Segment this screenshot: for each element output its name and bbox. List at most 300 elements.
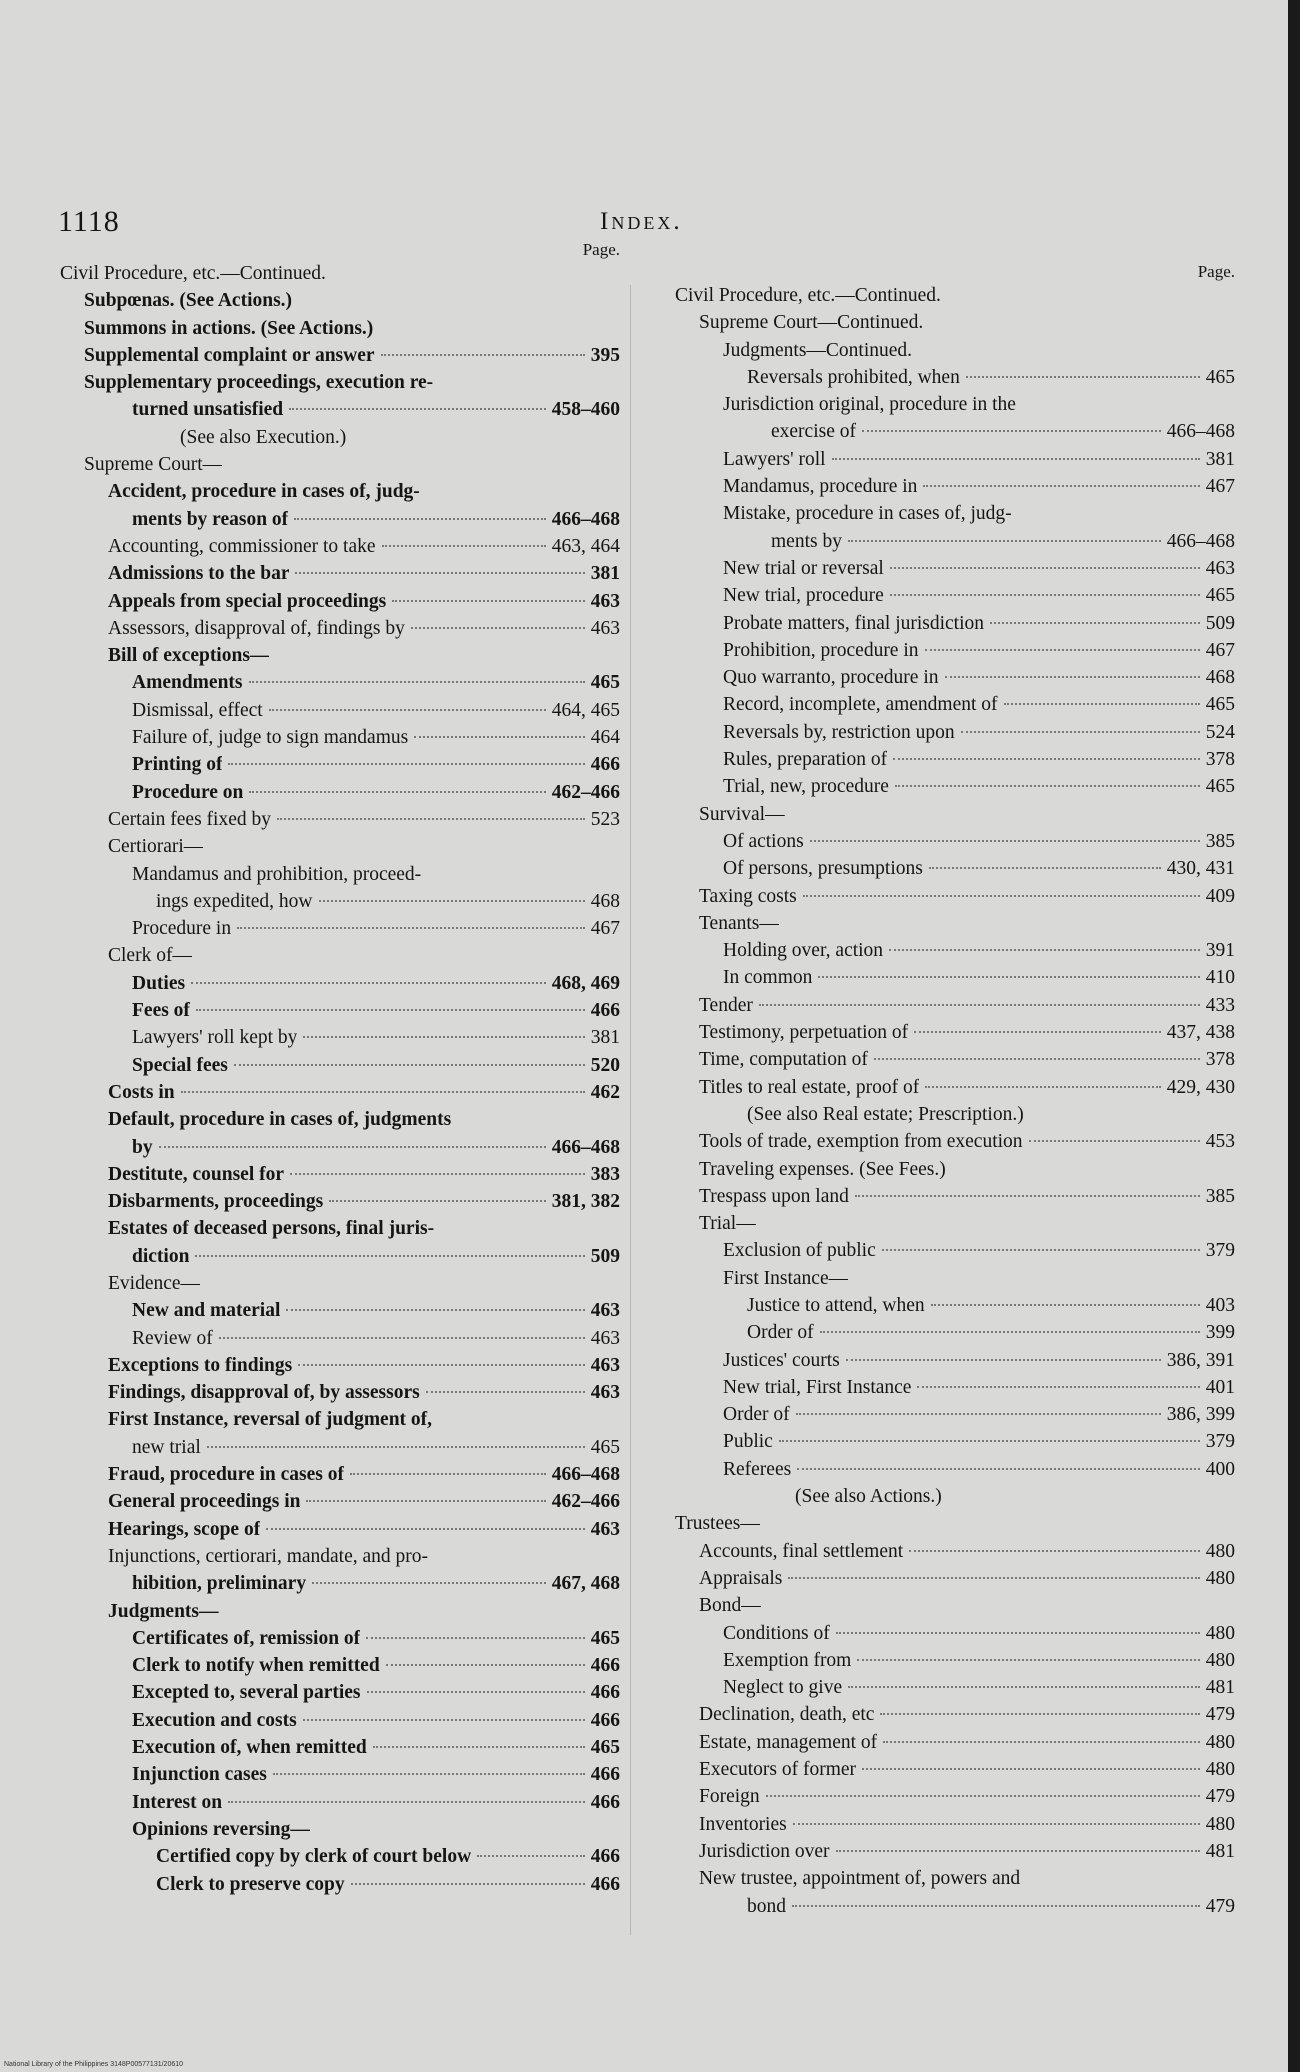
dot-leader — [191, 982, 546, 984]
dot-leader — [925, 649, 1200, 651]
entry-text: (See also Actions.) — [795, 1486, 942, 1508]
entry-text: Amendments — [132, 672, 243, 694]
entry-text: Clerk of— — [108, 945, 192, 967]
entry-text: New trial, procedure — [723, 585, 884, 607]
dot-leader — [228, 1801, 585, 1803]
entry-text: bond — [747, 1895, 786, 1917]
dot-leader — [914, 1031, 1161, 1033]
dot-leader — [792, 1905, 1200, 1907]
index-entry — [60, 1789, 620, 1816]
entry-page-ref: 463 — [590, 590, 620, 612]
dot-leader — [923, 485, 1199, 487]
entry-page-ref: 466 — [590, 1791, 620, 1813]
index-entry — [60, 1379, 620, 1406]
entry-page-ref: 465 — [1205, 585, 1235, 607]
index-entry — [60, 970, 620, 997]
entry-text: Procedure in — [132, 918, 232, 940]
entry-page-ref: 480 — [1205, 1649, 1235, 1671]
dot-leader — [228, 763, 584, 765]
entry-page-ref: 480 — [1205, 1622, 1235, 1644]
index-entry — [675, 691, 1235, 718]
index-entry — [675, 1592, 1235, 1619]
page-number: 1118 — [58, 205, 120, 238]
entry-text: Survival— — [699, 803, 785, 825]
index-entry — [60, 669, 620, 696]
entry-text: (See also Execution.) — [180, 426, 347, 448]
entry-text: ments by reason of — [132, 508, 289, 530]
entry-text: Exclusion of public — [723, 1240, 876, 1262]
dot-leader — [411, 627, 585, 629]
entry-page-ref: 399 — [1205, 1322, 1235, 1344]
entry-text: Execution and costs — [132, 1709, 297, 1731]
dot-leader — [990, 622, 1200, 624]
entry-text: Of persons, presumptions — [723, 858, 923, 880]
entry-text: Bill of exceptions— — [108, 645, 270, 667]
index-entry — [60, 588, 620, 615]
index-entry — [60, 1188, 620, 1215]
entry-text: Supreme Court—Continued. — [699, 312, 924, 334]
entry-text: (See also Real estate; Prescription.) — [747, 1103, 1024, 1125]
dot-leader — [295, 572, 584, 574]
entry-page-ref: 381 — [590, 1027, 620, 1049]
dot-leader — [286, 1309, 584, 1311]
library-stamp: National Library of the Philippines 3148P00577131/20610 — [4, 2061, 184, 2068]
entry-text: turned unsatisfied — [132, 399, 284, 421]
index-entry — [60, 833, 620, 860]
dot-leader — [181, 1091, 585, 1093]
entry-text: Foreign — [699, 1786, 760, 1808]
index-entry — [675, 1674, 1235, 1701]
entry-page-ref: 381 — [590, 563, 620, 585]
entry-text: Prohibition, procedure in — [723, 639, 919, 661]
entry-page-ref: 385 — [1205, 830, 1235, 852]
entry-page-ref: 403 — [1205, 1294, 1235, 1316]
entry-page-ref: 466–468 — [1166, 421, 1235, 443]
entry-page-ref: 378 — [1205, 749, 1235, 771]
entry-text: Dismissal, effect — [132, 699, 263, 721]
index-entry — [675, 418, 1235, 445]
entry-text: Order of — [747, 1322, 814, 1344]
index-entry — [675, 1156, 1235, 1183]
dot-leader — [219, 1337, 585, 1339]
entry-text: Accounts, final settlement — [699, 1540, 904, 1562]
index-entry — [60, 1052, 620, 1079]
entry-page-ref: 481 — [1205, 1677, 1235, 1699]
entry-page-ref: 467 — [1205, 639, 1235, 661]
page-column-label: Page. — [1197, 262, 1235, 281]
entry-page-ref: 524 — [1205, 721, 1235, 743]
index-entry — [675, 1019, 1235, 1046]
entry-page-ref: 379 — [1205, 1431, 1235, 1453]
dot-leader — [477, 1855, 585, 1857]
entry-page-ref: 466–468 — [551, 1464, 620, 1486]
entry-text: Injunction cases — [132, 1764, 267, 1786]
index-entry — [675, 1237, 1235, 1264]
entry-page-ref: 465 — [590, 1627, 620, 1649]
entry-page-ref: 463 — [590, 1518, 620, 1540]
entry-page-ref: 466 — [590, 1709, 620, 1731]
entry-text: Estates of deceased persons, final juris- — [108, 1218, 435, 1240]
entry-text: Exceptions to findings — [108, 1354, 293, 1376]
entry-text: Jurisdiction over — [699, 1840, 830, 1862]
entry-text: Rules, preparation of — [723, 749, 888, 771]
entry-text: Taxing costs — [699, 885, 797, 907]
index-entry — [60, 342, 620, 369]
index-entry — [675, 773, 1235, 800]
index-entry — [60, 478, 620, 505]
entry-text: Hearings, scope of — [108, 1518, 261, 1540]
index-entry — [60, 1761, 620, 1788]
dot-leader — [788, 1577, 1199, 1579]
dot-leader — [890, 594, 1200, 596]
entry-page-ref: 465 — [1205, 694, 1235, 716]
entry-text: Special fees — [132, 1054, 228, 1076]
dot-leader — [966, 376, 1200, 378]
index-entry — [675, 1374, 1235, 1401]
entry-page-ref: 464, 465 — [551, 699, 620, 721]
dot-leader — [848, 540, 1161, 542]
dot-leader — [848, 1686, 1200, 1688]
entry-text: New trial or reversal — [723, 557, 884, 579]
entry-text: ments by — [771, 530, 842, 552]
entry-page-ref: 463 — [590, 617, 620, 639]
entry-text: Accounting, commissioner to take — [108, 535, 376, 557]
index-entry — [60, 1570, 620, 1597]
index-entry — [675, 1128, 1235, 1155]
entry-text: Accident, procedure in cases of, judg- — [108, 481, 420, 503]
entry-text: Justices' courts — [723, 1349, 840, 1371]
entry-text: General proceedings in — [108, 1491, 301, 1513]
index-entry — [60, 287, 620, 314]
index-entry — [675, 364, 1235, 391]
entry-text: Procedure on — [132, 781, 244, 803]
entry-text: Judgments— — [108, 1600, 219, 1622]
entry-text: Opinions reversing— — [132, 1818, 310, 1840]
entry-text: Certified copy by clerk of court below — [156, 1846, 472, 1868]
entry-text: Costs in — [108, 1081, 175, 1103]
index-entry — [60, 1598, 620, 1625]
entry-page-ref: 463 — [590, 1327, 620, 1349]
index-entry — [60, 1297, 620, 1324]
entry-text: Supplementary proceedings, execution re- — [84, 372, 434, 394]
index-entry — [675, 282, 1235, 309]
entry-page-ref: 429, 430 — [1166, 1076, 1235, 1098]
entry-page-ref: 463 — [590, 1382, 620, 1404]
entry-page-ref: 458–460 — [551, 399, 620, 421]
entry-page-ref: 468, 469 — [551, 972, 620, 994]
dot-leader — [889, 949, 1200, 951]
index-entry — [675, 1865, 1235, 1892]
entry-text: Conditions of — [723, 1622, 830, 1644]
dot-leader — [793, 1823, 1200, 1825]
entry-text: Reversals prohibited, when — [747, 366, 960, 388]
index-entry — [60, 1243, 620, 1270]
dot-leader — [796, 1413, 1161, 1415]
entry-page-ref: 466 — [590, 1000, 620, 1022]
index-entry — [60, 1516, 620, 1543]
entry-page-ref: 468 — [590, 890, 620, 912]
entry-page-ref: 509 — [1205, 612, 1235, 634]
dot-leader — [929, 867, 1161, 869]
dot-leader — [290, 1173, 585, 1175]
entry-text: Tenants— — [699, 912, 779, 934]
index-entry — [60, 315, 620, 342]
entry-page-ref: 410 — [1205, 967, 1235, 989]
page-column-label: Page. — [582, 240, 620, 259]
dot-leader — [846, 1359, 1161, 1361]
entry-page-ref: 466 — [590, 754, 620, 776]
dot-leader — [351, 1883, 585, 1885]
dot-leader — [207, 1446, 585, 1448]
index-entry — [60, 942, 620, 969]
entry-text: Jurisdiction original, procedure in the — [723, 394, 1016, 416]
entry-text: Excepted to, several parties — [132, 1682, 361, 1704]
dot-leader — [917, 1386, 1199, 1388]
index-entry — [60, 369, 620, 396]
index-entry — [60, 506, 620, 533]
entry-text: Civil Procedure, etc.—Continued. — [60, 263, 326, 284]
entry-text: Executors of former — [699, 1759, 857, 1781]
index-entry — [675, 1838, 1235, 1865]
entry-page-ref: 400 — [1205, 1458, 1235, 1480]
index-entry — [675, 1319, 1235, 1346]
entry-page-ref: 467, 468 — [551, 1573, 620, 1595]
entry-text: First Instance— — [723, 1267, 849, 1289]
dot-leader — [895, 785, 1200, 787]
index-entry — [675, 528, 1235, 555]
entry-text: Appraisals — [699, 1567, 783, 1589]
entry-text: Destitute, counsel for — [108, 1163, 285, 1185]
index-entry — [675, 746, 1235, 773]
entry-page-ref: 383 — [590, 1163, 620, 1185]
index-entry — [675, 992, 1235, 1019]
entry-text: Judgments—Continued. — [723, 339, 913, 361]
dot-leader — [803, 895, 1200, 897]
entry-page-ref: 462 — [590, 1081, 620, 1103]
entry-text: Clerk to preserve copy — [156, 1873, 345, 1895]
index-entry — [675, 937, 1235, 964]
entry-page-ref: 381 — [1205, 448, 1235, 470]
index-entry — [675, 337, 1235, 364]
entry-page-ref: 453 — [1205, 1131, 1235, 1153]
entry-text: Titles to real estate, proof of — [699, 1076, 920, 1098]
entry-text: New trial, First Instance — [723, 1376, 912, 1398]
entry-text: ings expedited, how — [156, 890, 313, 912]
index-entry — [675, 1456, 1235, 1483]
entry-page-ref: 463 — [590, 1300, 620, 1322]
entry-text: hibition, preliminary — [132, 1573, 307, 1595]
dot-leader — [303, 1036, 584, 1038]
index-entry — [675, 1647, 1235, 1674]
dot-leader — [367, 1691, 585, 1693]
entry-text: Probate matters, final jurisdiction — [723, 612, 985, 634]
index-entry — [60, 1461, 620, 1488]
entry-text: Injunctions, certiorari, mandate, and pro- — [108, 1545, 429, 1567]
index-entry — [60, 451, 620, 478]
index-entry — [675, 309, 1235, 336]
entry-text: Traveling expenses. (See Fees.) — [699, 1158, 946, 1180]
entry-page-ref: 479 — [1205, 1895, 1235, 1917]
index-entry — [675, 1510, 1235, 1537]
entry-text: Tools of trade, exemption from execution — [699, 1131, 1023, 1153]
dot-leader — [862, 1768, 1200, 1770]
index-entry — [675, 391, 1235, 418]
dot-leader — [382, 545, 546, 547]
entry-page-ref: 463 — [590, 1354, 620, 1376]
entry-text: Assessors, disapproval of, findings by — [108, 617, 405, 639]
entry-text: Certificates of, remission of — [132, 1627, 361, 1649]
dot-leader — [759, 1004, 1200, 1006]
entry-text: Duties — [132, 972, 186, 994]
dot-leader — [414, 736, 585, 738]
entry-text: New and material — [132, 1300, 281, 1322]
entry-text: New trustee, appointment of, powers and — [699, 1868, 1021, 1890]
index-entry — [60, 1625, 620, 1652]
entry-page-ref: 437, 438 — [1166, 1022, 1235, 1044]
entry-page-ref: 466 — [590, 1764, 620, 1786]
entry-text: Admissions to the bar — [108, 563, 290, 585]
entry-page-ref: 465 — [590, 1436, 620, 1458]
entry-text: Public — [723, 1431, 773, 1453]
index-entry — [675, 1783, 1235, 1810]
index-entry — [60, 1024, 620, 1051]
dot-leader — [862, 430, 1161, 432]
index-entry — [60, 615, 620, 642]
entry-text: Mistake, procedure in cases of, judg- — [723, 503, 1012, 525]
dot-leader — [195, 1255, 584, 1257]
entry-page-ref: 401 — [1205, 1376, 1235, 1398]
index-entry — [60, 1488, 620, 1515]
dot-leader — [159, 1146, 546, 1148]
index-entry — [60, 533, 620, 560]
dot-leader — [883, 1741, 1200, 1743]
entry-text: Subpœnas. (See Actions.) — [84, 290, 293, 312]
entry-text: Lawyers' roll kept by — [132, 1027, 298, 1049]
dot-leader — [909, 1550, 1200, 1552]
index-column-right — [675, 262, 1235, 1920]
entry-page-ref: 466 — [590, 1655, 620, 1677]
index-entry — [60, 779, 620, 806]
entry-page-ref: 465 — [590, 672, 620, 694]
index-entry — [60, 997, 620, 1024]
entry-page-ref: 391 — [1205, 940, 1235, 962]
entry-page-ref: 480 — [1205, 1813, 1235, 1835]
entry-text: Of actions — [723, 830, 804, 852]
dot-leader — [196, 1009, 585, 1011]
entry-text: Clerk to notify when remitted — [132, 1655, 380, 1677]
dot-leader — [366, 1637, 585, 1639]
entry-text: Civil Procedure, etc.—Continued. — [675, 285, 941, 306]
dot-leader — [890, 567, 1200, 569]
entry-text: Record, incomplete, amendment of — [723, 694, 998, 716]
entry-text: Appeals from special proceedings — [108, 590, 387, 612]
page-edge-shadow — [1288, 0, 1300, 2072]
dot-leader — [818, 976, 1199, 978]
entry-page-ref: 466–468 — [551, 508, 620, 530]
entry-text: Neglect to give — [723, 1677, 843, 1699]
dot-leader — [880, 1713, 1199, 1715]
entry-page-ref: 479 — [1205, 1786, 1235, 1808]
entry-page-ref: 463, 464 — [551, 535, 620, 557]
dot-leader — [810, 840, 1200, 842]
index-entry — [675, 1483, 1235, 1510]
dot-leader — [779, 1440, 1200, 1442]
entry-text: Holding over, action — [723, 940, 884, 962]
dot-leader — [766, 1795, 1200, 1797]
dot-leader — [237, 927, 585, 929]
dot-leader — [249, 681, 585, 683]
dot-leader — [836, 1850, 1200, 1852]
dot-leader — [350, 1473, 546, 1475]
entry-page-ref: 520 — [590, 1054, 620, 1076]
dot-leader — [249, 791, 545, 793]
index-entry — [675, 1565, 1235, 1592]
entry-text: Default, procedure in cases of, judgments — [108, 1109, 452, 1131]
dot-leader — [874, 1058, 1200, 1060]
dot-leader — [381, 354, 585, 356]
index-entry — [60, 424, 620, 451]
entry-text: First Instance, reversal of judgment of, — [108, 1409, 433, 1431]
index-entry — [675, 637, 1235, 664]
entry-page-ref: 465 — [1205, 776, 1235, 798]
entry-text: new trial — [132, 1436, 201, 1458]
index-entry — [60, 724, 620, 751]
entry-text: Printing of — [132, 754, 223, 776]
entry-page-ref: 480 — [1205, 1731, 1235, 1753]
entry-text: Exemption from — [723, 1649, 852, 1671]
index-entry — [675, 1401, 1235, 1428]
dot-leader — [273, 1773, 585, 1775]
index-entry — [675, 1701, 1235, 1728]
index-entry — [60, 915, 620, 942]
index-entry — [675, 1811, 1235, 1838]
dot-leader — [925, 1086, 1161, 1088]
entry-text: Inventories — [699, 1813, 787, 1835]
entry-text: Disbarments, proceedings — [108, 1191, 324, 1213]
index-entry — [60, 1406, 620, 1433]
index-entry — [675, 1292, 1235, 1319]
entry-text: Summons in actions. (See Actions.) — [84, 317, 374, 339]
index-entry — [60, 1270, 620, 1297]
index-entry — [60, 697, 620, 724]
entry-text: Time, computation of — [699, 1049, 868, 1071]
entry-page-ref: 430, 431 — [1166, 858, 1235, 880]
dot-leader — [836, 1632, 1200, 1634]
entry-page-ref: 509 — [590, 1245, 620, 1267]
index-entry — [60, 1543, 620, 1570]
dot-leader — [961, 731, 1200, 733]
index-entry — [60, 1707, 620, 1734]
index-entry — [60, 1816, 620, 1843]
dot-leader — [306, 1500, 545, 1502]
entry-text: exercise of — [771, 421, 856, 443]
entry-text: Referees — [723, 1458, 792, 1480]
entry-page-ref: 464 — [590, 727, 620, 749]
index-entry — [60, 1161, 620, 1188]
entry-page-ref: 385 — [1205, 1185, 1235, 1207]
index-entry — [60, 396, 620, 423]
dot-leader — [312, 1582, 546, 1584]
entry-text: In common — [723, 967, 813, 989]
index-entry — [675, 719, 1235, 746]
index-entry — [675, 1265, 1235, 1292]
dot-leader — [1004, 703, 1200, 705]
index-entry — [675, 910, 1235, 937]
index-entry — [675, 500, 1235, 527]
entry-text: Order of — [723, 1404, 790, 1426]
index-entry — [675, 1183, 1235, 1210]
entry-text: Tender — [699, 994, 753, 1016]
